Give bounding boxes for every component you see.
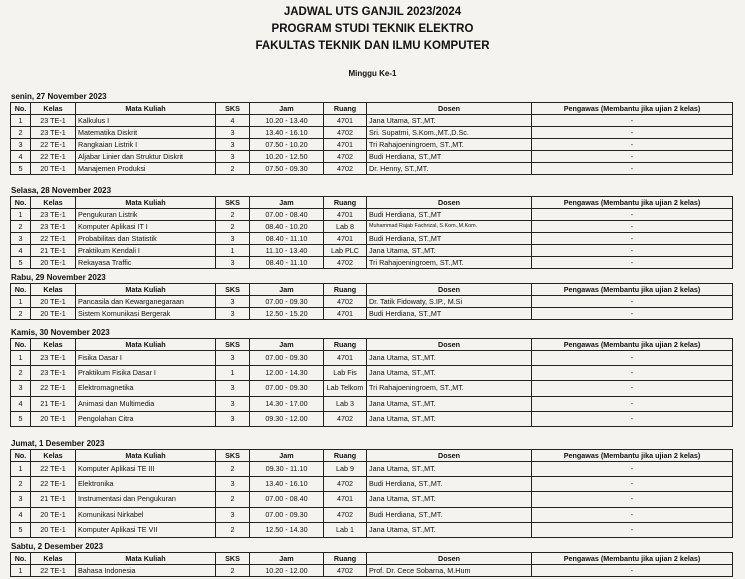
cell-pengawas: - (532, 396, 733, 411)
cell-mata-kuliah: Fisika Dasar I (76, 351, 216, 366)
cell-dosen: Prof. Dr. Cece Sobarna, M.Hum (367, 565, 532, 577)
cell-mata-kuliah: Probabilitas dan Statistik (76, 233, 216, 245)
column-header-ruang: Ruang (324, 553, 367, 565)
column-header-jam: Jam (250, 284, 324, 296)
cell-jam: 07.00 - 09.30 (250, 351, 324, 366)
schedule-table (10, 338, 733, 427)
cell-jam: 07.50 - 09.30 (250, 163, 324, 175)
cell-no: 4 (11, 151, 31, 163)
column-header-ruang: Ruang (324, 197, 367, 209)
cell-mata-kuliah: Elektromagnetika (76, 381, 216, 396)
table-header-row (11, 103, 733, 115)
column-header-dosen: Dosen (367, 450, 532, 462)
day-section (10, 186, 732, 269)
column-header-pengawas: Pengawas (Membantu jika ujian 2 kelas) (532, 553, 733, 565)
cell-sks: 1 (216, 366, 250, 381)
cell-jam: 09.30 - 12.00 (250, 411, 324, 426)
cell-ruang: 4702 (324, 127, 367, 139)
column-header-jam: Jam (250, 450, 324, 462)
table-row (11, 233, 733, 245)
column-header-no: No. (11, 284, 31, 296)
cell-no: 3 (11, 381, 31, 396)
cell-jam: 07.00 - 08.40 (250, 492, 324, 507)
column-header-dosen: Dosen (367, 197, 532, 209)
column-header-dosen: Dosen (367, 339, 532, 351)
cell-kelas: 23 TE-1 (31, 366, 76, 381)
cell-no: 4 (11, 507, 31, 522)
table-row (11, 366, 733, 381)
column-header-dosen: Dosen (367, 103, 532, 115)
cell-sks: 2 (216, 163, 250, 175)
cell-mata-kuliah: Aljabar Linier dan Struktur Diskrit (76, 151, 216, 163)
column-header-pengawas: Pengawas (Membantu jika ujian 2 kelas) (532, 103, 733, 115)
cell-mata-kuliah: Rangkaian Listrik I (76, 139, 216, 151)
cell-no: 2 (11, 477, 31, 492)
table-row (11, 462, 733, 477)
cell-mata-kuliah: Elektronika (76, 477, 216, 492)
cell-pengawas: - (532, 296, 733, 308)
table-row (11, 209, 733, 221)
table-header-row (11, 284, 733, 296)
cell-dosen: Tri Rahajoeningroem, ST.,MT. (367, 139, 532, 151)
cell-mata-kuliah: Pancasila dan Kewarganegaraan (76, 296, 216, 308)
column-header-no: No. (11, 553, 31, 565)
column-header-sks: SKS (216, 103, 250, 115)
column-header-pengawas: Pengawas (Membantu jika ujian 2 kelas) (532, 450, 733, 462)
cell-dosen: Jana Utama, ST.,MT. (367, 411, 532, 426)
cell-mata-kuliah: Praktikum Kendali I (76, 245, 216, 257)
cell-dosen: Budi Herdiana, ST.,MT (367, 233, 532, 245)
cell-ruang: Lab 1 (324, 522, 367, 537)
cell-dosen: Jana Utama, ST.,MT. (367, 462, 532, 477)
cell-no: 2 (11, 308, 31, 320)
day-title: senin, 27 November 2023 (11, 92, 107, 101)
cell-dosen: Jana Utama, ST.,MT. (367, 492, 532, 507)
cell-mata-kuliah: Instrumentasi dan Pengukuran (76, 492, 216, 507)
cell-kelas: 22 TE-1 (31, 462, 76, 477)
cell-pengawas: - (532, 492, 733, 507)
cell-sks: 3 (216, 127, 250, 139)
cell-kelas: 20 TE-1 (31, 522, 76, 537)
column-header-mata-kuliah: Mata Kuliah (76, 103, 216, 115)
cell-sks: 3 (216, 139, 250, 151)
cell-kelas: 23 TE-1 (31, 351, 76, 366)
column-header-no: No. (11, 197, 31, 209)
column-header-ruang: Ruang (324, 450, 367, 462)
cell-jam: 08.40 - 10.20 (250, 221, 324, 233)
column-header-kelas: Kelas (31, 103, 76, 115)
cell-kelas: 23 TE-1 (31, 209, 76, 221)
table-header-row (11, 339, 733, 351)
faculty-title: FAKULTAS TEKNIK DAN ILMU KOMPUTER (255, 40, 490, 52)
document-header (0, 0, 745, 55)
cell-pengawas: - (532, 115, 733, 127)
cell-jam: 10.20 - 13.40 (250, 115, 324, 127)
cell-kelas: 22 TE-1 (31, 139, 76, 151)
cell-dosen: Jana Utama, ST.,MT. (367, 522, 532, 537)
cell-sks: 3 (216, 507, 250, 522)
cell-ruang: 4701 (324, 492, 367, 507)
cell-mata-kuliah: Komputer Aplikasi TE VII (76, 522, 216, 537)
cell-ruang: 4702 (324, 477, 367, 492)
cell-sks: 2 (216, 565, 250, 577)
cell-jam: 10.20 - 12.50 (250, 151, 324, 163)
cell-sks: 2 (216, 221, 250, 233)
column-header-mata-kuliah: Mata Kuliah (76, 284, 216, 296)
cell-pengawas: - (532, 127, 733, 139)
column-header-ruang: Ruang (324, 284, 367, 296)
cell-pengawas: - (532, 245, 733, 257)
column-header-ruang: Ruang (324, 103, 367, 115)
cell-dosen: Tri Rahajoeningroem, ST.,MT. (367, 381, 532, 396)
cell-ruang: 4702 (324, 565, 367, 577)
column-header-sks: SKS (216, 450, 250, 462)
cell-no: 2 (11, 366, 31, 381)
column-header-jam: Jam (250, 103, 324, 115)
cell-mata-kuliah: Praktikum Fisika Dasar I (76, 366, 216, 381)
column-header-kelas: Kelas (31, 339, 76, 351)
cell-mata-kuliah: Pengolahan Citra (76, 411, 216, 426)
cell-sks: 2 (216, 462, 250, 477)
table-row (11, 492, 733, 507)
cell-jam: 10.20 - 12.00 (250, 565, 324, 577)
cell-no: 3 (11, 492, 31, 507)
cell-ruang: Lab Telkom (324, 381, 367, 396)
day-section (10, 542, 732, 577)
cell-dosen: Jana Utama, ST.,MT. (367, 396, 532, 411)
cell-kelas: 22 TE-1 (31, 565, 76, 577)
column-header-ruang: Ruang (324, 339, 367, 351)
cell-no: 1 (11, 115, 31, 127)
cell-pengawas: - (532, 308, 733, 320)
table-row (11, 296, 733, 308)
cell-no: 3 (11, 233, 31, 245)
table-row (11, 139, 733, 151)
column-header-dosen: Dosen (367, 553, 532, 565)
cell-sks: 3 (216, 233, 250, 245)
cell-sks: 4 (216, 115, 250, 127)
column-header-kelas: Kelas (31, 553, 76, 565)
column-header-no: No. (11, 450, 31, 462)
cell-pengawas: - (532, 233, 733, 245)
cell-ruang: 4702 (324, 257, 367, 269)
day-title: Selasa, 28 November 2023 (11, 186, 112, 195)
cell-jam: 12.50 - 15.20 (250, 308, 324, 320)
cell-jam: 07.00 - 09.30 (250, 296, 324, 308)
cell-pengawas: - (532, 209, 733, 221)
cell-kelas: 22 TE-1 (31, 477, 76, 492)
cell-sks: 2 (216, 492, 250, 507)
cell-dosen: Budi Herdiana, ST.,MT (367, 308, 532, 320)
schedule-table (10, 449, 733, 538)
cell-jam: 13.40 - 16.10 (250, 127, 324, 139)
cell-mata-kuliah: Matematika Diskrit (76, 127, 216, 139)
cell-pengawas: - (532, 522, 733, 537)
cell-no: 5 (11, 411, 31, 426)
column-header-pengawas: Pengawas (Membantu jika ujian 2 kelas) (532, 339, 733, 351)
schedule-table (10, 283, 733, 320)
cell-pengawas: - (532, 381, 733, 396)
cell-jam: 07.00 - 09.30 (250, 381, 324, 396)
table-header-row (11, 197, 733, 209)
table-row (11, 565, 733, 577)
cell-ruang: 4701 (324, 351, 367, 366)
cell-mata-kuliah: Komunikasi Nirkabel (76, 507, 216, 522)
column-header-no: No. (11, 339, 31, 351)
table-row (11, 507, 733, 522)
week-label: Minggu Ke-1 (348, 69, 397, 78)
day-title: Sabtu, 2 Desember 2023 (11, 542, 104, 551)
cell-dosen: Budi Herdiana, ST.,MT (367, 151, 532, 163)
table-row (11, 221, 733, 233)
cell-kelas: 20 TE-1 (31, 163, 76, 175)
cell-dosen: Budi Herdiana, ST.,MT. (367, 507, 532, 522)
schedule-table (10, 102, 733, 175)
table-row (11, 351, 733, 366)
cell-no: 5 (11, 522, 31, 537)
column-header-kelas: Kelas (31, 197, 76, 209)
cell-jam: 08.40 - 11.10 (250, 257, 324, 269)
column-header-sks: SKS (216, 553, 250, 565)
column-header-pengawas: Pengawas (Membantu jika ujian 2 kelas) (532, 197, 733, 209)
day-section (10, 439, 732, 538)
cell-pengawas: - (532, 565, 733, 577)
table-row (11, 477, 733, 492)
cell-mata-kuliah: Komputer Aplikasi TE III (76, 462, 216, 477)
column-header-sks: SKS (216, 339, 250, 351)
cell-dosen: Dr. Henny, ST.,MT. (367, 163, 532, 175)
cell-pengawas: - (532, 462, 733, 477)
column-header-pengawas: Pengawas (Membantu jika ujian 2 kelas) (532, 284, 733, 296)
cell-kelas: 20 TE-1 (31, 296, 76, 308)
cell-no: 1 (11, 351, 31, 366)
table-row (11, 127, 733, 139)
column-header-kelas: Kelas (31, 284, 76, 296)
column-header-jam: Jam (250, 197, 324, 209)
cell-pengawas: - (532, 507, 733, 522)
day-title: Jumat, 1 Desember 2023 (11, 439, 105, 448)
table-header-row (11, 450, 733, 462)
cell-mata-kuliah: Komputer Aplikasi IT I (76, 221, 216, 233)
document-title: JADWAL UTS GANJIL 2023/2024 (283, 6, 462, 18)
cell-kelas: 23 TE-1 (31, 221, 76, 233)
cell-pengawas: - (532, 351, 733, 366)
table-row (11, 522, 733, 537)
cell-mata-kuliah: Kalkulus I (76, 115, 216, 127)
table-row (11, 381, 733, 396)
cell-dosen: Budi Herdiana, ST.,MT. (367, 477, 532, 492)
cell-sks: 2 (216, 522, 250, 537)
table-header-row (11, 553, 733, 565)
day-title: Kamis, 30 November 2023 (11, 328, 110, 337)
cell-kelas: 21 TE-1 (31, 492, 76, 507)
cell-ruang: 4702 (324, 296, 367, 308)
column-header-mata-kuliah: Mata Kuliah (76, 553, 216, 565)
cell-sks: 3 (216, 308, 250, 320)
cell-dosen: Muhammad Rajab Fachrizal, S.Kom.,M.Kom. (367, 221, 532, 233)
cell-jam: 08.40 - 11.10 (250, 233, 324, 245)
cell-sks: 3 (216, 151, 250, 163)
cell-no: 3 (11, 139, 31, 151)
cell-dosen: Jana Utama, ST.,MT. (367, 366, 532, 381)
cell-dosen: Jana Utama, ST.,MT. (367, 115, 532, 127)
cell-dosen: Dr. Tatik Fidowaty, S.IP., M.Si (367, 296, 532, 308)
cell-ruang: 4701 (324, 115, 367, 127)
table-row (11, 308, 733, 320)
cell-sks: 3 (216, 396, 250, 411)
cell-ruang: 4702 (324, 507, 367, 522)
cell-no: 5 (11, 257, 31, 269)
column-header-mata-kuliah: Mata Kuliah (76, 197, 216, 209)
cell-sks: 2 (216, 209, 250, 221)
cell-no: 4 (11, 245, 31, 257)
day-section (10, 273, 732, 320)
cell-mata-kuliah: Pengukuran Listrik (76, 209, 216, 221)
cell-pengawas: - (532, 257, 733, 269)
cell-kelas: 20 TE-1 (31, 308, 76, 320)
column-header-kelas: Kelas (31, 450, 76, 462)
cell-ruang: 4701 (324, 209, 367, 221)
cell-dosen: Tri Rahajoeningroem, ST.,MT. (367, 257, 532, 269)
cell-ruang: Lab 9 (324, 462, 367, 477)
program-title: PROGRAM STUDI TEKNIK ELEKTRO (271, 23, 474, 35)
cell-jam: 07.00 - 09.30 (250, 507, 324, 522)
cell-kelas: 23 TE-1 (31, 127, 76, 139)
table-row (11, 257, 733, 269)
cell-ruang: 4702 (324, 163, 367, 175)
cell-dosen: Budi Herdiana, ST.,MT (367, 209, 532, 221)
table-row (11, 115, 733, 127)
cell-sks: 3 (216, 351, 250, 366)
cell-no: 1 (11, 565, 31, 577)
cell-jam: 11.10 - 13.40 (250, 245, 324, 257)
cell-ruang: Lab PLC (324, 245, 367, 257)
cell-jam: 09.30 - 11.10 (250, 462, 324, 477)
table-row (11, 411, 733, 426)
day-section (10, 92, 732, 175)
cell-jam: 12.00 - 14.30 (250, 366, 324, 381)
cell-sks: 3 (216, 257, 250, 269)
cell-sks: 3 (216, 296, 250, 308)
cell-kelas: 23 TE-1 (31, 115, 76, 127)
cell-pengawas: - (532, 139, 733, 151)
cell-kelas: 22 TE-1 (31, 381, 76, 396)
cell-kelas: 21 TE-1 (31, 245, 76, 257)
cell-dosen: Sri. Supatmi, S.Kom.,MT.,D.Sc. (367, 127, 532, 139)
schedule-table (10, 196, 733, 269)
cell-mata-kuliah: Rekayasa Traffic (76, 257, 216, 269)
table-row (11, 245, 733, 257)
column-header-sks: SKS (216, 197, 250, 209)
column-header-jam: Jam (250, 339, 324, 351)
column-header-sks: SKS (216, 284, 250, 296)
cell-no: 1 (11, 209, 31, 221)
cell-no: 1 (11, 462, 31, 477)
cell-ruang: 4702 (324, 411, 367, 426)
cell-ruang: 4702 (324, 151, 367, 163)
cell-jam: 07.00 - 08.40 (250, 209, 324, 221)
cell-no: 2 (11, 221, 31, 233)
cell-ruang: Lab 8 (324, 221, 367, 233)
cell-sks: 3 (216, 411, 250, 426)
day-title: Rabu, 29 November 2023 (11, 273, 106, 282)
cell-pengawas: - (532, 221, 733, 233)
cell-ruang: Lab Fis (324, 366, 367, 381)
cell-no: 1 (11, 296, 31, 308)
cell-sks: 1 (216, 245, 250, 257)
cell-no: 5 (11, 163, 31, 175)
cell-mata-kuliah: Animasi dan Multimedia (76, 396, 216, 411)
cell-pengawas: - (532, 163, 733, 175)
cell-sks: 3 (216, 477, 250, 492)
column-header-no: No. (11, 103, 31, 115)
table-row (11, 151, 733, 163)
cell-dosen: Jana Utama, ST.,MT. (367, 351, 532, 366)
cell-mata-kuliah: Sistem Komunikasi Bergerak (76, 308, 216, 320)
cell-jam: 12.50 - 14.30 (250, 522, 324, 537)
cell-kelas: 22 TE-1 (31, 233, 76, 245)
cell-dosen: Jana Utama, ST.,MT. (367, 245, 532, 257)
cell-ruang: 4701 (324, 308, 367, 320)
column-header-mata-kuliah: Mata Kuliah (76, 450, 216, 462)
cell-sks: 3 (216, 381, 250, 396)
cell-pengawas: - (532, 366, 733, 381)
schedule-table (10, 552, 733, 577)
cell-jam: 13.40 - 16.10 (250, 477, 324, 492)
cell-pengawas: - (532, 477, 733, 492)
cell-jam: 07.50 - 10.20 (250, 139, 324, 151)
cell-kelas: 20 TE-1 (31, 507, 76, 522)
cell-mata-kuliah: Manajemen Produksi (76, 163, 216, 175)
cell-pengawas: - (532, 151, 733, 163)
column-header-dosen: Dosen (367, 284, 532, 296)
day-section (10, 328, 732, 427)
cell-pengawas: - (532, 411, 733, 426)
column-header-mata-kuliah: Mata Kuliah (76, 339, 216, 351)
table-row (11, 163, 733, 175)
cell-ruang: 4701 (324, 233, 367, 245)
cell-ruang: Lab 3 (324, 396, 367, 411)
cell-ruang: 4701 (324, 139, 367, 151)
cell-kelas: 20 TE-1 (31, 411, 76, 426)
cell-no: 4 (11, 396, 31, 411)
cell-kelas: 20 TE-1 (31, 257, 76, 269)
cell-kelas: 21 TE-1 (31, 396, 76, 411)
column-header-jam: Jam (250, 553, 324, 565)
cell-kelas: 22 TE-1 (31, 151, 76, 163)
table-row (11, 396, 733, 411)
cell-jam: 14.30 - 17.00 (250, 396, 324, 411)
cell-no: 2 (11, 127, 31, 139)
cell-mata-kuliah: Bahasa Indonesia (76, 565, 216, 577)
